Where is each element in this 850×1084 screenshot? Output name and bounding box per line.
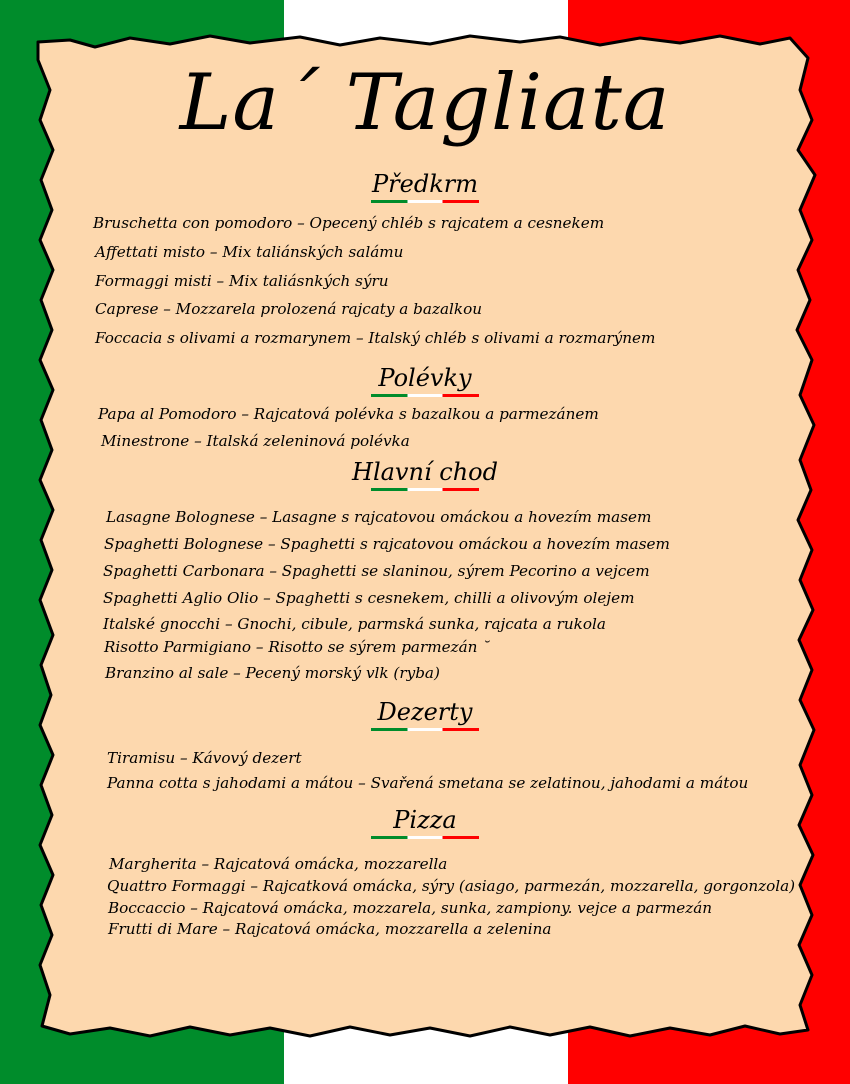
menu-item: Papa al Pomodoro – Rajcatová polévka s bazalkou a parmezánem <box>98 405 599 423</box>
section-title: Polévky <box>378 364 472 392</box>
menu-item: Affettati misto – Mix taliánských salámu <box>95 243 404 261</box>
menu-item: Foccacia s olivami a rozmarynem – Italský chléb s olivami a rozmarýnem <box>95 329 656 347</box>
flag-underline <box>371 836 479 839</box>
flag-underline <box>371 728 479 731</box>
menu-item: Boccaccio – Rajcatová omácka, mozzarela, sunka, zampiony. vejce a parmezán <box>108 899 713 917</box>
menu-item: Frutti di Mare – Rajcatová omácka, mozzarella a zelenina <box>108 920 552 938</box>
menu-item: Spaghetti Carbonara – Spaghetti se slaninou, sýrem Pecorino a vejcem <box>103 562 650 580</box>
menu-item: Formaggi misti – Mix taliásnkých sýru <box>95 272 389 290</box>
menu-item: Panna cotta s jahodami a mátou – Svařená smetana se zelatinou, jahodami a mátou <box>107 774 749 792</box>
section-heading-polevky <box>0 364 850 397</box>
menu-item: Italské gnocchi – Gnochi, cibule, parmská sunka, rajcata a rukola <box>103 615 606 633</box>
flag-underline <box>371 488 479 491</box>
section-title: Předkrm <box>372 170 478 198</box>
flag-underline <box>371 200 479 203</box>
menu-item: Spaghetti Aglio Olio – Spaghetti s cesnekem, chilli a olivovým olejem <box>103 589 635 607</box>
section-heading-predkrm <box>0 170 850 203</box>
menu-item: Bruschetta con pomodoro – Opecený chléb s rajcatem a cesnekem <box>93 214 605 232</box>
section-title: Pizza <box>393 806 457 834</box>
section-title: Hlavní chod <box>352 458 498 486</box>
menu-item: Margherita – Rajcatová omácka, mozzarella <box>109 855 448 873</box>
menu-item: Branzino al sale – Pecený morský vlk (ryba) <box>105 664 440 682</box>
menu-item: Risotto Parmigiano – Risotto se sýrem parmezán ˘ <box>104 638 490 656</box>
flag-underline <box>371 394 479 397</box>
menu-item: Caprese – Mozzarela prolozená rajcaty a bazalkou <box>95 300 482 318</box>
menu-item: Minestrone – Italská zeleninová polévka <box>101 432 410 450</box>
section-heading-dezerty <box>0 698 850 731</box>
menu-item: Quattro Formaggi – Rajcatková omácka, sýry (asiago, parmezán, mozzarella, gorgonzola) <box>107 877 796 895</box>
menu-item: Tiramisu – Kávový dezert <box>107 749 302 767</box>
section-heading-hlavni-chod <box>0 458 850 491</box>
restaurant-title: La´ Tagliata <box>179 58 671 148</box>
section-heading-pizza <box>0 806 850 839</box>
section-title: Dezerty <box>377 698 473 726</box>
menu-item: Spaghetti Bolognese – Spaghetti s rajcatovou omáckou a hovezím masem <box>104 535 670 553</box>
menu-item: Lasagne Bolognese – Lasagne s rajcatovou omáckou a hovezím masem <box>106 508 652 526</box>
